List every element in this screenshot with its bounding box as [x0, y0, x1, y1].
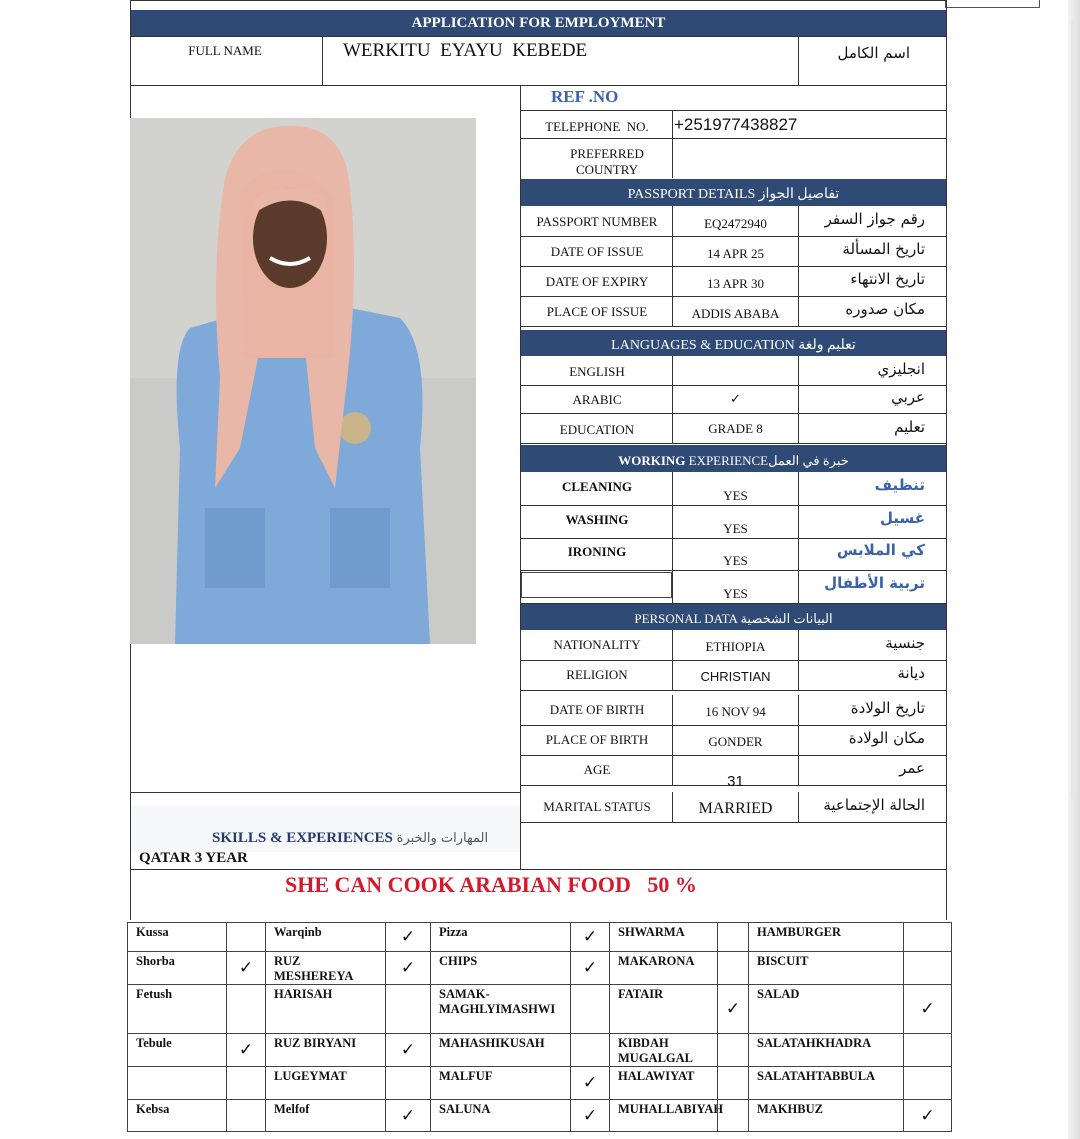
preferred-line1: PREFERRED	[570, 146, 644, 161]
passport-row-value: ADDIS ABABA	[691, 306, 780, 321]
working-row-arabic: تنظيف	[874, 476, 925, 494]
personal-row-arabic: مكان الولادة	[848, 729, 925, 747]
food-name-cell: SAMAK-MAGHLYIMASHWI	[430, 984, 571, 1034]
working-row-value: YES	[723, 488, 748, 503]
food-check-cell: ✓	[385, 951, 431, 985]
food-name-cell: Fetush	[127, 984, 227, 1034]
food-name-cell: Melfof	[265, 1099, 386, 1132]
languages-row-value: ✓	[730, 391, 741, 406]
working-row-value: YES	[723, 553, 748, 568]
skills-title	[212, 830, 488, 847]
personal-row-value: GONDER	[708, 734, 763, 749]
passport-row-value: EQ2472940	[704, 216, 767, 231]
personal-row-label: MARITAL STATUS	[543, 799, 651, 814]
working-row-label: WASHING	[565, 512, 629, 527]
working-row-value: YES	[723, 521, 748, 536]
food-name-cell: FATAIR	[609, 984, 718, 1034]
food-name-cell: Pizza	[430, 922, 571, 952]
personal-row-label: DATE OF BIRTH	[549, 702, 645, 717]
passport-row-label: PLACE OF ISSUE	[546, 304, 648, 319]
food-check-cell	[903, 1066, 952, 1100]
languages-row-label: ENGLISH	[569, 364, 625, 379]
full-name-arabic-label: اسم الكامل	[837, 44, 910, 62]
food-check-cell	[226, 984, 266, 1034]
telephone-value: +251977438827	[674, 115, 798, 134]
languages-row-label: EDUCATION	[559, 422, 635, 437]
food-check-cell: ✓	[226, 1033, 266, 1067]
food-check-cell: ✓	[385, 1099, 431, 1132]
passport-section-header: PASSPORT DETAILS تفاصيل الجواز	[521, 179, 946, 206]
food-check-cell	[385, 984, 431, 1034]
applicant-photo	[130, 118, 476, 644]
passport-row-arabic: تاريخ المسألة	[842, 240, 925, 258]
personal-row-value: ETHIOPIA	[705, 639, 766, 654]
languages-row-arabic: تعليم	[894, 418, 925, 436]
personal-row-value: 31	[727, 773, 744, 790]
food-name-cell: CHIPS	[430, 951, 571, 985]
full-name-label: FULL NAME	[188, 43, 262, 58]
working-row-arabic: غسيل	[879, 509, 925, 527]
food-check-cell	[717, 1099, 749, 1132]
food-check-cell	[717, 922, 749, 952]
food-check-cell: ✓	[570, 922, 610, 952]
personal-row-value: MARRIED	[698, 800, 773, 817]
personal-row-label: AGE	[583, 762, 611, 777]
personal-row-label: RELIGION	[566, 667, 628, 682]
food-check-cell	[570, 984, 610, 1034]
food-name-cell: RUZ MESHEREYA	[265, 951, 386, 985]
food-check-cell	[717, 951, 749, 985]
working-blank-cell	[521, 572, 672, 598]
food-name-cell: HARISAH	[265, 984, 386, 1034]
food-name-cell: SALATAHTABBULA	[748, 1066, 904, 1100]
food-name-cell: SALATAHKHADRA	[748, 1033, 904, 1067]
food-check-cell: ✓	[717, 984, 749, 1034]
food-check-cell	[903, 1033, 952, 1067]
qatar-experience: QATAR 3 YEAR	[139, 850, 248, 866]
food-name-cell: Tebule	[127, 1033, 227, 1067]
food-check-cell	[903, 951, 952, 985]
food-name-cell	[127, 1066, 227, 1100]
food-name-cell: SHWARMA	[609, 922, 718, 952]
food-name-cell: MALFUF	[430, 1066, 571, 1100]
food-check-cell	[717, 1066, 749, 1100]
food-name-cell: KIBDAH MUGALGAL	[609, 1033, 718, 1067]
passport-row-arabic: مكان صدوره	[845, 300, 925, 318]
working-row-arabic: كي الملابس	[836, 541, 925, 559]
food-check-cell: ✓	[385, 1033, 431, 1067]
scrollbar-thumb[interactable]	[1071, 20, 1077, 800]
personal-row-value: CHRISTIAN	[700, 669, 771, 684]
food-name-cell: LUGEYMAT	[265, 1066, 386, 1100]
working-row-arabic: تربية الأطفال	[824, 574, 925, 592]
food-name-cell: HAMBURGER	[748, 922, 904, 952]
applicant-photo-illustration	[130, 118, 476, 644]
personal-row-label: NATIONALITY	[553, 637, 641, 652]
personal-row-arabic: جنسية	[885, 634, 925, 652]
food-name-cell: Warqinb	[265, 922, 386, 952]
food-name-cell: Kussa	[127, 922, 227, 952]
preferred-country-label	[522, 146, 692, 178]
food-name-cell: MAHASHIKUSAH	[430, 1033, 571, 1067]
food-check-cell: ✓	[570, 1066, 610, 1100]
personal-row-arabic: ديانة	[897, 664, 925, 682]
ref-no-label: REF .NO	[551, 87, 619, 106]
food-check-cell	[226, 922, 266, 952]
languages-row-arabic: عربي	[891, 388, 925, 406]
full-name-value: WERKITU EYAYU KEBEDE	[343, 40, 588, 61]
working-row-label: CLEANING	[561, 479, 633, 494]
food-check-cell: ✓	[903, 1099, 952, 1132]
skills-title-en: SKILLS & EXPERIENCES	[212, 830, 393, 846]
food-check-cell: ✓	[570, 1099, 610, 1132]
food-check-cell: ✓	[903, 984, 952, 1034]
food-name-cell: MAKHBUZ	[748, 1099, 904, 1132]
top-strip-cell	[945, 0, 1040, 8]
food-check-cell: ✓	[226, 951, 266, 985]
food-name-cell: MUHALLABIYAH	[609, 1099, 718, 1132]
skills-title-ar: المهارات والخبرة	[396, 831, 489, 846]
languages-row-value: GRADE 8	[708, 421, 763, 436]
food-name-cell: Shorba	[127, 951, 227, 985]
cook-statement: SHE CAN COOK ARABIAN FOOD 50 %	[285, 872, 697, 897]
application-title: APPLICATION FOR EMPLOYMENT	[131, 10, 946, 36]
food-check-cell	[717, 1033, 749, 1067]
passport-row-label: DATE OF EXPIRY	[545, 274, 649, 289]
food-check-cell	[226, 1099, 266, 1132]
personal-row-value: 16 NOV 94	[705, 704, 766, 719]
food-check-cell	[385, 1066, 431, 1100]
passport-row-arabic: تاريخ الانتهاء	[850, 270, 925, 288]
languages-row-arabic: انجليزي	[877, 360, 925, 378]
preferred-line2: COUNTRY	[575, 162, 639, 177]
food-name-cell: MAKARONA	[609, 951, 718, 985]
personal-row-arabic: تاريخ الولادة	[850, 699, 925, 717]
food-check-cell	[570, 1033, 610, 1067]
food-name-cell: RUZ BIRYANI	[265, 1033, 386, 1067]
personal-section-header: PERSONAL DATA البيانات الشخصية	[521, 603, 946, 630]
languages-row-label: ARABIC	[572, 392, 622, 407]
food-name-cell: BISCUIT	[748, 951, 904, 985]
food-check-cell	[226, 1066, 266, 1100]
passport-row-label: DATE OF ISSUE	[550, 244, 644, 259]
food-name-cell: SALUNA	[430, 1099, 571, 1132]
passport-row-arabic: رقم جواز السفر	[824, 210, 925, 228]
personal-row-arabic: الحالة الإجتماعية	[823, 796, 925, 814]
food-name-cell: HALAWIYAT	[609, 1066, 718, 1100]
passport-row-value: 13 APR 30	[706, 276, 765, 291]
personal-row-label: PLACE OF BIRTH	[545, 732, 649, 747]
passport-row-label: PASSPORT NUMBER	[536, 214, 658, 229]
working-section-header	[521, 445, 946, 472]
working-label-bold: WORKING	[618, 453, 686, 468]
working-label-rest: EXPERIENCEخبرة في العمل	[685, 453, 849, 468]
food-check-cell: ✓	[570, 951, 610, 985]
telephone-label: TELEPHONE NO.	[545, 119, 649, 134]
passport-row-value: 14 APR 25	[706, 246, 765, 261]
languages-section-header: LANGUAGES & EDUCATION تعليم ولغة	[521, 330, 946, 356]
personal-row-arabic: عمر	[899, 759, 925, 777]
food-check-cell: ✓	[385, 922, 431, 952]
food-name-cell: SALAD	[748, 984, 904, 1034]
working-row-label: IRONING	[567, 544, 627, 559]
food-name-cell: Kebsa	[127, 1099, 227, 1132]
food-check-cell	[903, 922, 952, 952]
working-row-value: YES	[723, 586, 748, 601]
